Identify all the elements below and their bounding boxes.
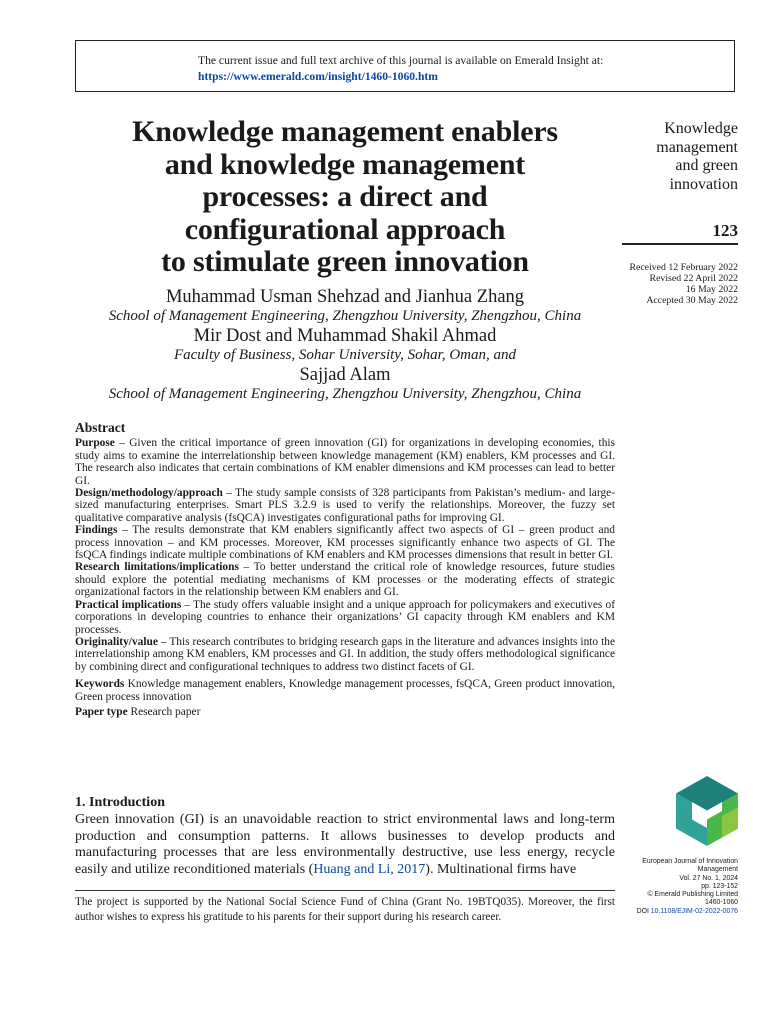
abstract-heading: Abstract (75, 420, 126, 435)
citation-link[interactable]: Huang and Li, 2017 (313, 861, 426, 877)
date-line: Accepted 30 May 2022 (646, 295, 738, 306)
author-affiliation: School of Management Engineering, Zhengzhou University, Zhengzhou, China (108, 308, 582, 324)
footnote-rule (75, 890, 615, 891)
keywords-text: Knowledge management enablers, Knowledge management processes, fsQCA, Green product innovation, Green process innovation (75, 678, 615, 703)
section-label: Findings (75, 524, 118, 537)
paper-type-text: Research paper (127, 705, 201, 718)
author-affiliation: School of Management Engineering, Zhengzhou University, Zhengzhou, China (108, 386, 582, 402)
section-label: Purpose (75, 437, 115, 450)
paper-type (75, 706, 615, 718)
journal-info-line: © Emerald Publishing Limited (647, 891, 738, 899)
access-notice-text: The current issue and full text archive of this journal is available on Emerald Insight at: (198, 54, 604, 67)
title-line: processes: a direct and (202, 180, 488, 213)
section-text: – This research contributes to bridging research gaps in the literature and advances insights into the interrelationship among KM enablers, KM processes and GI. In addition, the study offers methodological significance by combining direct and configurational techniques to address two distinct facets of GI. (75, 635, 615, 673)
title-line: and knowledge management (164, 147, 526, 181)
title-line: Knowledge management enablers (132, 115, 558, 148)
section-label: Design/methodology/approach (75, 487, 223, 500)
abstract-originality (75, 636, 615, 673)
journal-info-line: European Journal of Innovation (642, 858, 738, 865)
running-head (620, 120, 738, 194)
page-number: 123 (712, 221, 738, 240)
section-text: – The study sample consists of 328 participants from Pakistan’s medium- and large-sized manufacturing enterprises. Smart PLS 3.2.9 is used to verify the relationships. Moreover, the fuzzy set qualitative comparative analysis (fsQCA) investigates configurational paths for improving GI. (75, 487, 615, 524)
section-text: – The results demonstrate that KM enablers significantly affect two aspects of GI – green product and process innovation – and KM processes. Moreover, KM processes significantly enhance two aspects of GI. The fsQCA findings indicate multiple combinations of KM enablers and KM processes dimensions that result in better GI. (75, 524, 615, 562)
footnote: The project is supported by the National Social Science Fund of China (Grant No. 19BTQ035). Moreover, the first author wishes to express his gratitude to his parents for their support during his research career. (75, 896, 615, 923)
section-label: Practical implications (75, 598, 182, 611)
title-line: to stimulate green innovation (161, 245, 529, 278)
article-dates (600, 262, 738, 306)
abstract-practical (75, 599, 615, 636)
author-affiliation: Faculty of Business, Sohar University, Sohar, Oman, and (173, 347, 517, 363)
title-line: configurational approach (184, 212, 506, 246)
journal-info-line: pp. 123-152 (701, 882, 738, 890)
journal-info-line: Vol. 27 No. 1, 2024 (679, 874, 738, 882)
date-line: Received 12 February 2022 (629, 262, 738, 273)
author-names: Mir Dost and Muhammad Shakil Ahmad (193, 326, 497, 346)
keywords-label: Keywords (75, 678, 125, 691)
access-notice (198, 53, 718, 85)
section-label: Research limitations/implications (75, 561, 239, 574)
abstract-limitations (75, 561, 615, 598)
running-head-line: and green (675, 157, 738, 174)
section-text: – To better understand the critical role of knowledge resources, future studies should explore the potential mediating mechanisms of KM processes or the moderating effects of strategic organizational factors in the relationship between KM enablers and GI. (75, 561, 615, 599)
section-text: – Given the critical importance of green innovation (GI) for organizations in developing economies, this study aims to examine the interrelationship between knowledge management (KM) enablers, KM processes and GI. The research also indicates that certain combinations of KM enabler dimensions and KM processes can lead to better GI. (75, 437, 615, 487)
article-title (75, 116, 615, 279)
section-text: – The study offers valuable insight and a unique approach for policymakers and executives of corporations in developing countries to enhance their organizations’ GI capacity through KM enablers and KM processes. (75, 598, 615, 636)
intro-text-part: ). Multinational firms have (425, 861, 577, 877)
journal-info (610, 858, 738, 916)
author-names: Sajjad Alam (299, 365, 391, 385)
date-line: Revised 22 April 2022 (649, 273, 738, 284)
running-head-line: innovation (669, 175, 738, 193)
date-line: 16 May 2022 (685, 284, 738, 295)
journal-info-line: 1460-1060 (705, 899, 738, 907)
abstract (75, 422, 615, 718)
running-head-rule (622, 243, 738, 245)
keywords (75, 678, 615, 703)
abstract-purpose (75, 437, 615, 487)
abstract-findings (75, 524, 615, 561)
running-head-line: management (656, 138, 738, 156)
introduction-text (75, 812, 615, 878)
doi-label: DOI (636, 907, 651, 915)
section-label: Originality/value (75, 635, 158, 648)
doi-line (610, 908, 738, 916)
paper-type-label: Paper type (75, 705, 128, 718)
running-head-line: Knowledge (664, 120, 738, 137)
author-names: Muhammad Usman Shehzad and Jianhua Zhang (165, 287, 525, 307)
journal-info-line: Management (697, 866, 738, 874)
doi-link[interactable]: 10.1108/EJIM-02-2022-0076 (650, 907, 738, 915)
journal-logo-icon (676, 776, 738, 846)
introduction-heading: 1. Introduction (75, 795, 165, 810)
journal-url-link[interactable]: https://www.emerald.com/insight/1460-1060.htm (198, 70, 438, 83)
intro-text-part: Green innovation (GI) is an unavoidable reaction to strict environmental laws and long-term production and consumption patterns. It allows businesses to develop products and manufacturing processes that are less environmentally destructive, use less energy, recycle easily and utilize reconditioned materials ( (75, 812, 615, 877)
abstract-design (75, 487, 615, 524)
